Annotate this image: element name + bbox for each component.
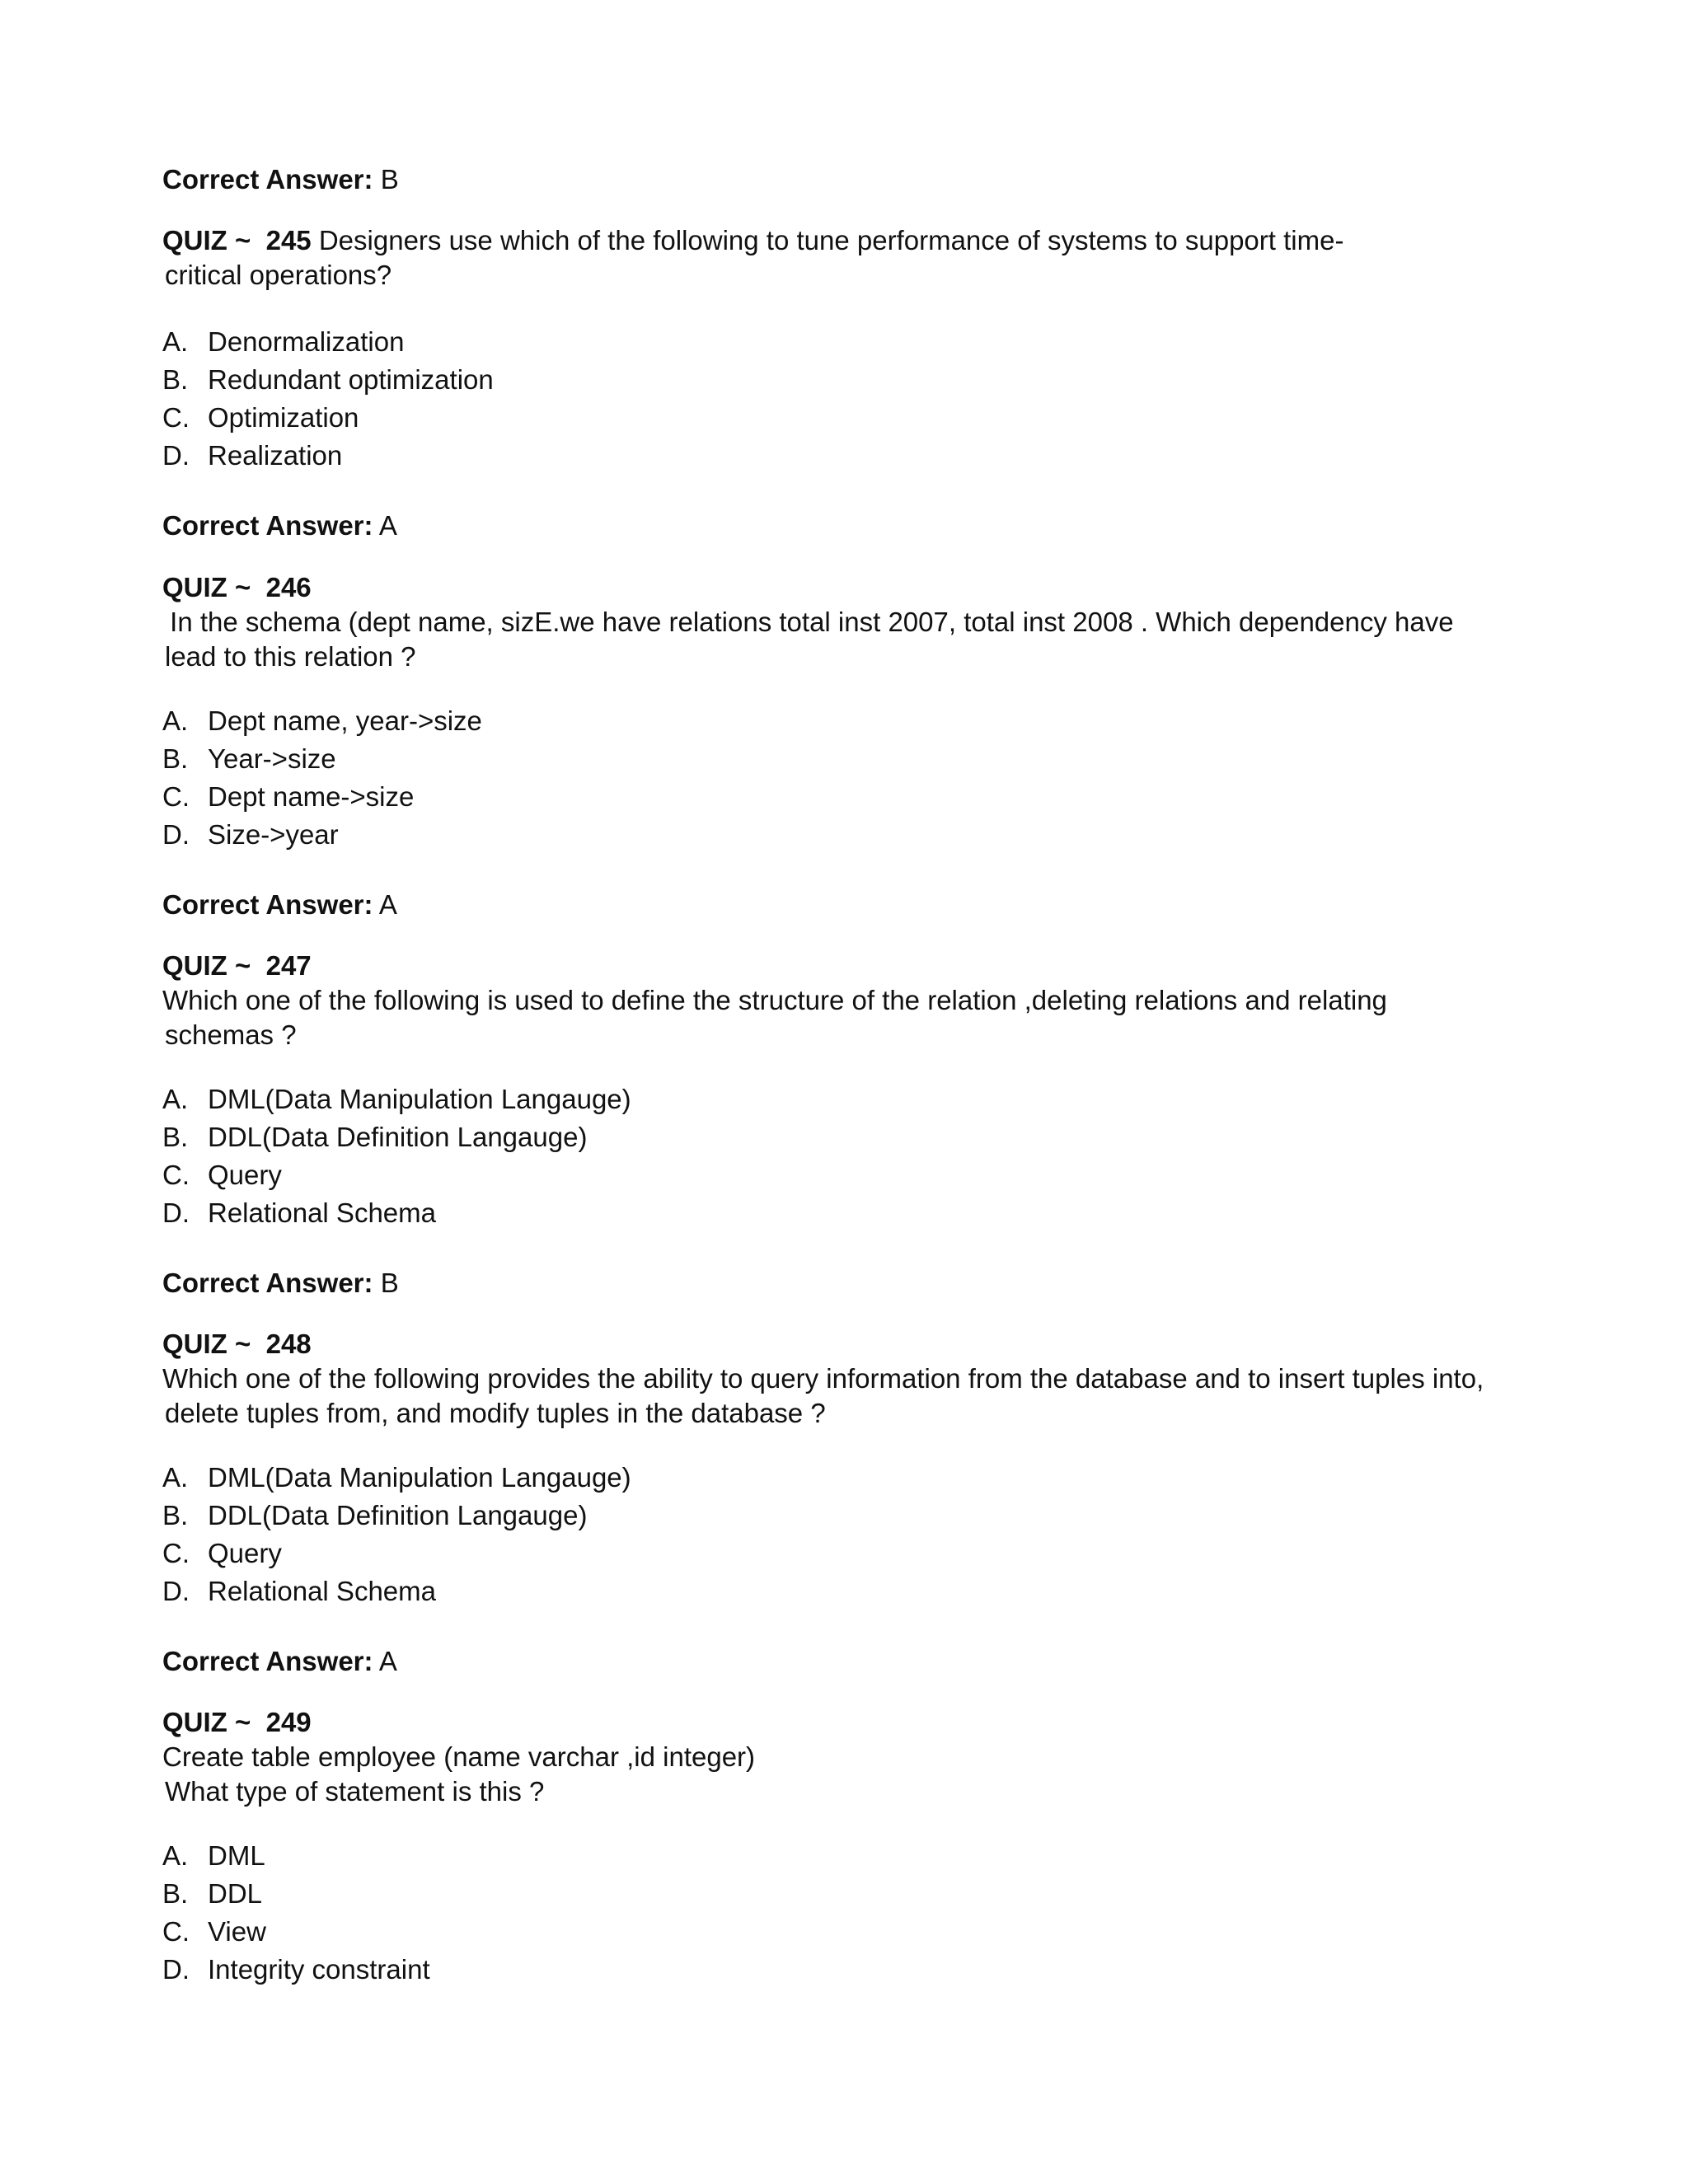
question-text-line: In the schema (dept name, sizE.we have relations total inst 2007, total inst 2008 . Which dependency have — [162, 607, 1454, 637]
option-text: Denormalization — [208, 326, 405, 357]
correct-answer-line — [162, 1644, 397, 1679]
option-text: DML(Data Manipulation Langauge) — [208, 1084, 631, 1114]
correct-answer-value: A — [378, 510, 397, 541]
answer-options-245 — [162, 323, 494, 475]
quiz-number: QUIZ ~ 247 — [162, 950, 312, 981]
option-text: Dept name->size — [208, 781, 415, 812]
question-text-line: lead to this relation ? — [165, 641, 416, 672]
option-text: View — [208, 1916, 266, 1947]
answer-options-246 — [162, 702, 482, 854]
option-letter: C. — [162, 1916, 190, 1947]
option-letter: A. — [162, 326, 189, 357]
correct-answer-line — [162, 162, 399, 197]
correct-answer-label: Correct Answer: — [162, 164, 373, 194]
answer-option — [162, 702, 482, 740]
option-text: Realization — [208, 440, 343, 471]
correct-answer-value: B — [380, 164, 399, 194]
option-letter: C. — [162, 1160, 190, 1190]
option-text: DDL(Data Definition Langauge) — [208, 1500, 588, 1530]
option-text: Integrity constraint — [208, 1954, 430, 1985]
correct-answer-value: B — [380, 1268, 399, 1298]
quiz-question-246 — [162, 570, 1514, 674]
correct-answer-value: A — [378, 1646, 397, 1676]
answer-option — [162, 740, 482, 778]
quiz-number: QUIZ ~ 248 — [162, 1329, 312, 1359]
answer-option — [162, 1535, 631, 1572]
quiz-number: QUIZ ~ 245 — [162, 225, 312, 255]
option-text: Relational Schema — [208, 1576, 436, 1606]
answer-option — [162, 1118, 631, 1156]
answer-option — [162, 816, 482, 854]
correct-answer-value: A — [378, 889, 397, 920]
option-text: Dept name, year->size — [208, 705, 482, 736]
answer-option — [162, 1951, 430, 1989]
quiz-question-247 — [162, 949, 1514, 1052]
option-letter: B. — [162, 1500, 189, 1530]
question-text-line: Which one of the following is used to define the structure of the relation ,deleting relations and relating — [162, 985, 1387, 1015]
option-letter: B. — [162, 743, 189, 774]
option-text: Query — [208, 1538, 282, 1568]
option-letter: C. — [162, 1538, 190, 1568]
answer-option — [162, 1913, 430, 1951]
answer-option — [162, 1080, 631, 1118]
option-text: Optimization — [208, 402, 359, 433]
question-text-line: Which one of the following provides the ability to query information from the database and to insert tuples into, — [162, 1363, 1484, 1394]
option-letter: D. — [162, 819, 190, 850]
answer-option — [162, 1156, 631, 1194]
option-letter: B. — [162, 364, 189, 395]
option-text: DML — [208, 1840, 265, 1871]
answer-option — [162, 361, 494, 399]
question-text-line: delete tuples from, and modify tuples in the database ? — [165, 1398, 826, 1428]
answer-option — [162, 1875, 430, 1913]
answer-option — [162, 1497, 631, 1535]
quiz-number: QUIZ ~ 246 — [162, 572, 312, 602]
answer-option — [162, 1459, 631, 1497]
option-letter: A. — [162, 1462, 189, 1493]
answer-option — [162, 1194, 631, 1232]
option-text: DML(Data Manipulation Langauge) — [208, 1462, 631, 1493]
option-text: Query — [208, 1160, 282, 1190]
option-letter: A. — [162, 1084, 189, 1114]
option-text: Size->year — [208, 819, 339, 850]
answer-option — [162, 1572, 631, 1610]
option-text: Year->size — [208, 743, 336, 774]
quiz-question-245 — [162, 223, 1514, 293]
correct-answer-label: Correct Answer: — [162, 1646, 373, 1676]
option-text: DDL(Data Definition Langauge) — [208, 1122, 588, 1152]
quiz-question-249 — [162, 1705, 1514, 1809]
option-letter: D. — [162, 1197, 190, 1228]
answer-option — [162, 437, 494, 475]
answer-options-248 — [162, 1459, 631, 1610]
correct-answer-line — [162, 1266, 399, 1301]
correct-answer-label: Correct Answer: — [162, 510, 373, 541]
option-text: Relational Schema — [208, 1197, 436, 1228]
quiz-number: QUIZ ~ 249 — [162, 1707, 312, 1737]
option-letter: D. — [162, 1954, 190, 1985]
answer-options-247 — [162, 1080, 631, 1232]
quiz-question-248 — [162, 1327, 1514, 1431]
question-text-line: critical operations? — [165, 260, 392, 290]
answer-option — [162, 1837, 430, 1875]
option-letter: A. — [162, 705, 189, 736]
option-letter: D. — [162, 1576, 190, 1606]
question-text-line: schemas ? — [165, 1019, 297, 1050]
option-letter: D. — [162, 440, 190, 471]
answer-options-249 — [162, 1837, 430, 1989]
option-letter: B. — [162, 1122, 189, 1152]
correct-answer-label: Correct Answer: — [162, 889, 373, 920]
answer-option — [162, 399, 494, 437]
correct-answer-line — [162, 509, 397, 543]
correct-answer-label: Correct Answer: — [162, 1268, 373, 1298]
answer-option — [162, 323, 494, 361]
question-text-line: Designers use which of the following to tune performance of systems to support time- — [318, 225, 1344, 255]
answer-option — [162, 778, 482, 816]
question-text-line: What type of statement is this ? — [165, 1776, 545, 1807]
correct-answer-line — [162, 888, 397, 922]
option-letter: C. — [162, 402, 190, 433]
option-letter: B. — [162, 1878, 189, 1909]
option-letter: A. — [162, 1840, 189, 1871]
option-text: DDL — [208, 1878, 263, 1909]
option-text: Redundant optimization — [208, 364, 494, 395]
question-text-line: Create table employee (name varchar ,id integer) — [162, 1741, 756, 1772]
option-letter: C. — [162, 781, 190, 812]
